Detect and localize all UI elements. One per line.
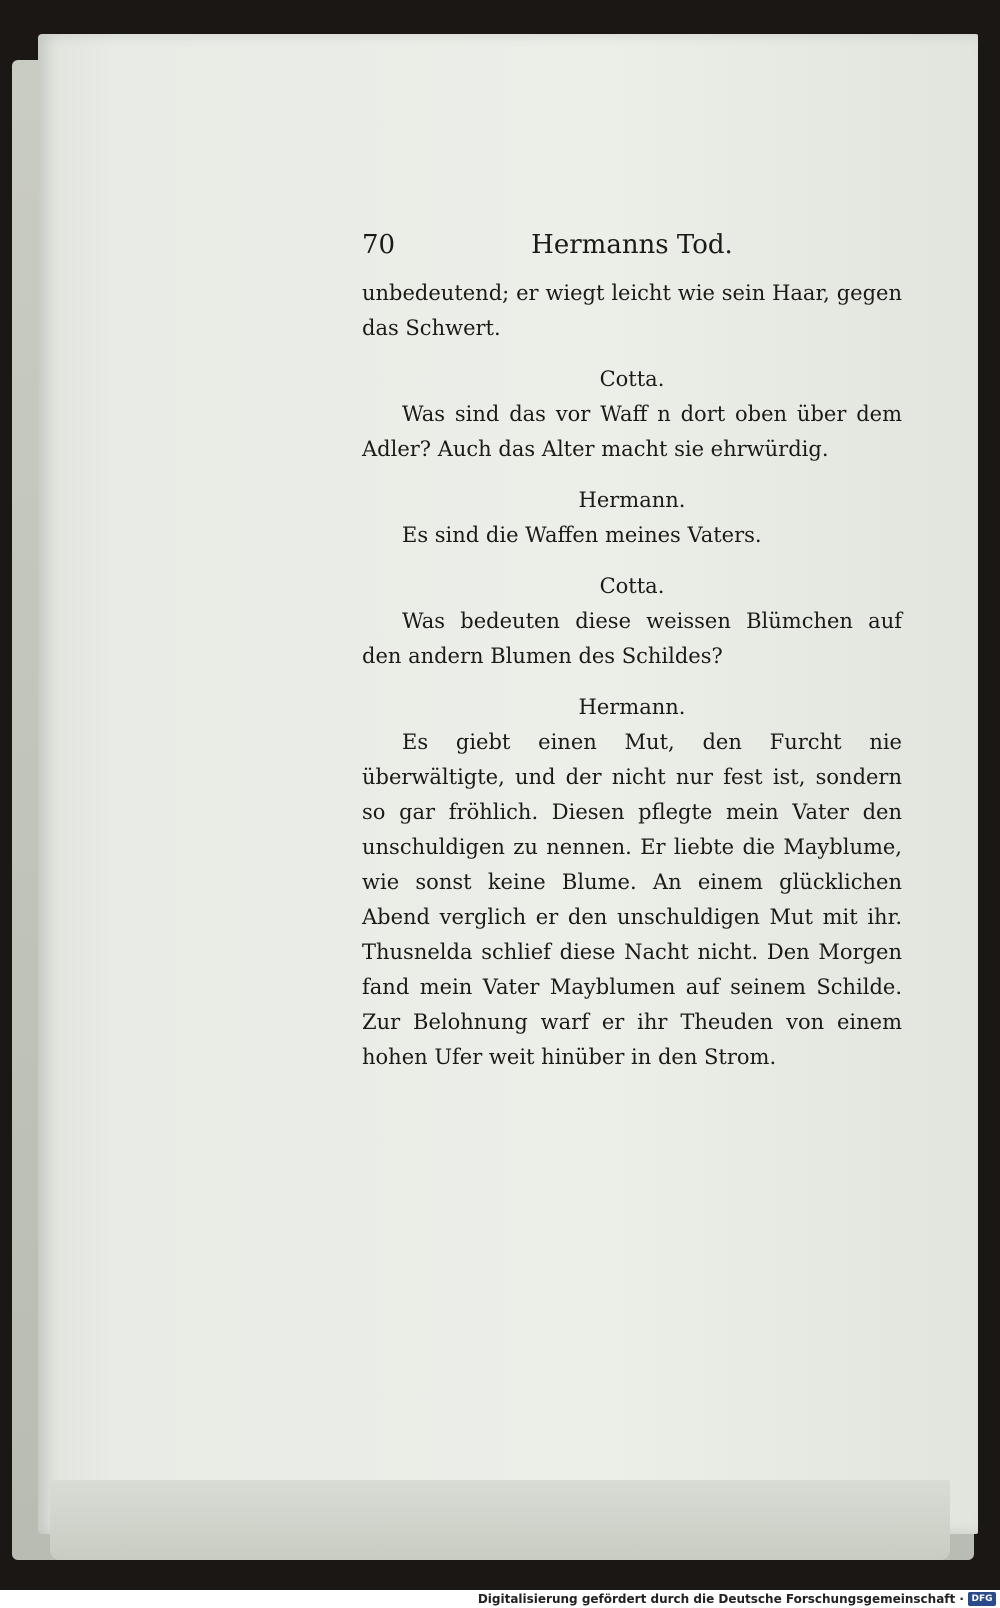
speaker-name: Hermann. <box>578 488 686 512</box>
paragraph: Es sind die Waffen meines Vaters. <box>402 523 762 547</box>
page-header <box>362 230 902 276</box>
running-title: Hermanns Tod. <box>531 230 733 260</box>
speaker-name: Cotta. <box>599 367 665 391</box>
digitization-footer <box>0 1590 1000 1608</box>
speaker-name: Hermann. <box>578 695 686 719</box>
speaker-name: Cotta. <box>599 574 665 598</box>
paragraph: unbedeutend; er wiegt leicht wie sein Haar, gegen das Schwert. <box>362 281 902 340</box>
dfg-logo-icon: DFG <box>968 1592 996 1606</box>
text-block <box>362 230 902 1075</box>
paragraph: Was bedeuten diese weissen Blümchen auf den andern Blumen des Schildes? <box>362 609 902 668</box>
paragraph: Es giebt einen Mut, den Furcht nie überwältigte, und der nicht nur fest ist, sondern so gar fröhlich. Diesen pflegte mein Vater den unschuldigen zu nennen. Er liebte die Mayblume, wie sonst keine Blume. An einem glücklichen Abend verglich er den unschuldigen Mut mit ihr. Thusnelda schlief diese Nacht nicht. Den Morgen fand mein Vater Mayblumen auf seinem Schilde. Zur Belohnung warf er ihr Theuden von einem hohen Ufer weit hinüber in den Strom. <box>362 730 902 1069</box>
page-number: 70 <box>362 230 396 260</box>
page-bottom-edge <box>50 1480 950 1560</box>
footer-credit: Digitalisierung gefördert durch die Deutsche Forschungsgemeinschaft · <box>477 1592 964 1606</box>
paragraph: Was sind das vor Waff n dort oben über dem Adler? Auch das Alter macht sie ehrwürdig. <box>362 402 902 461</box>
